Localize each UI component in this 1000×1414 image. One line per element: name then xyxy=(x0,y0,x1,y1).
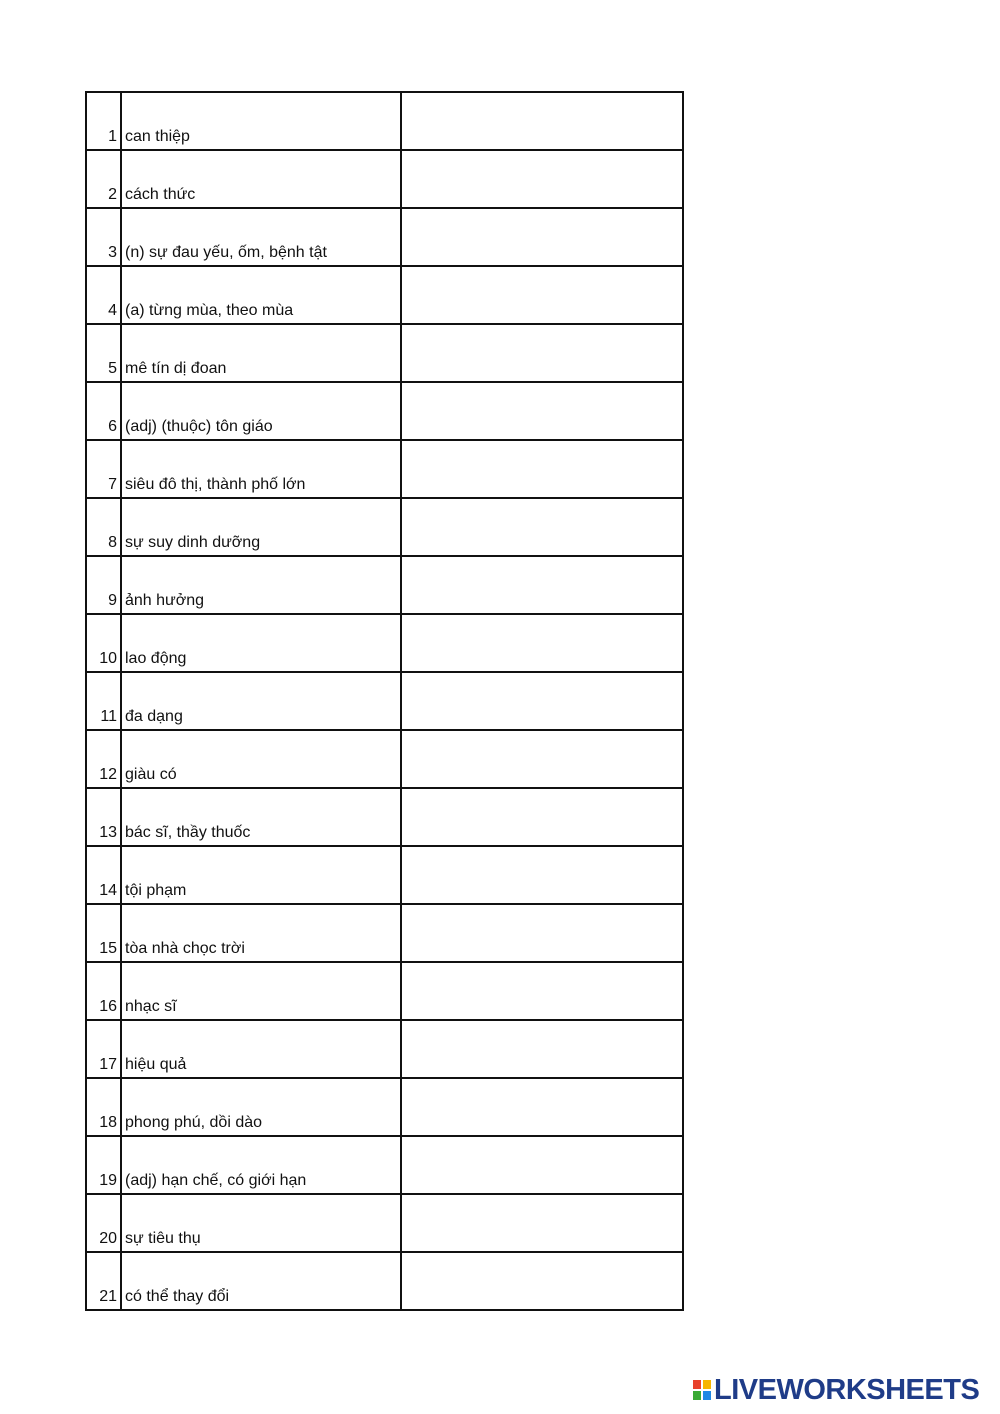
table-row xyxy=(86,788,683,846)
vocabulary-term: sự suy dinh dưỡng xyxy=(121,498,401,556)
table-row xyxy=(86,92,683,150)
table-row xyxy=(86,266,683,324)
row-number: 7 xyxy=(86,440,121,498)
liveworksheets-logo-text: LIVEWORKSHEETS xyxy=(714,1374,980,1406)
table-row xyxy=(86,382,683,440)
answer-cell[interactable] xyxy=(401,266,683,324)
answer-cell[interactable] xyxy=(401,730,683,788)
answer-cell[interactable] xyxy=(401,382,683,440)
logo-tile xyxy=(702,1379,712,1390)
row-number: 2 xyxy=(86,150,121,208)
answer-cell[interactable] xyxy=(401,788,683,846)
vocabulary-term: giàu có xyxy=(121,730,401,788)
row-number: 10 xyxy=(86,614,121,672)
vocabulary-term: (adj) (thuộc) tôn giáo xyxy=(121,382,401,440)
table-row xyxy=(86,150,683,208)
vocabulary-table-body xyxy=(86,92,683,1310)
answer-cell[interactable] xyxy=(401,672,683,730)
liveworksheets-logo-icon xyxy=(692,1379,712,1401)
vocabulary-term: phong phú, dồi dào xyxy=(121,1078,401,1136)
table-row xyxy=(86,498,683,556)
table-row xyxy=(86,962,683,1020)
vocabulary-term: hiệu quả xyxy=(121,1020,401,1078)
row-number: 6 xyxy=(86,382,121,440)
vocabulary-term: nhạc sĩ xyxy=(121,962,401,1020)
table-row xyxy=(86,614,683,672)
answer-cell[interactable] xyxy=(401,904,683,962)
vocabulary-term: đa dạng xyxy=(121,672,401,730)
answer-cell[interactable] xyxy=(401,1194,683,1252)
vocabulary-term: bác sĩ, thầy thuốc xyxy=(121,788,401,846)
answer-cell[interactable] xyxy=(401,208,683,266)
vocabulary-term: tội phạm xyxy=(121,846,401,904)
answer-cell[interactable] xyxy=(401,1252,683,1310)
table-row xyxy=(86,208,683,266)
row-number: 13 xyxy=(86,788,121,846)
row-number: 4 xyxy=(86,266,121,324)
row-number: 12 xyxy=(86,730,121,788)
table-row xyxy=(86,904,683,962)
table-row xyxy=(86,672,683,730)
row-number: 11 xyxy=(86,672,121,730)
row-number: 15 xyxy=(86,904,121,962)
table-row xyxy=(86,846,683,904)
vocabulary-term: sự tiêu thụ xyxy=(121,1194,401,1252)
answer-cell[interactable] xyxy=(401,1020,683,1078)
table-row xyxy=(86,324,683,382)
table-row xyxy=(86,1252,683,1310)
table-row xyxy=(86,556,683,614)
answer-cell[interactable] xyxy=(401,1078,683,1136)
vocabulary-term: ảnh hưởng xyxy=(121,556,401,614)
table-row xyxy=(86,440,683,498)
row-number: 5 xyxy=(86,324,121,382)
answer-cell[interactable] xyxy=(401,324,683,382)
answer-cell[interactable] xyxy=(401,92,683,150)
table-row xyxy=(86,1194,683,1252)
answer-cell[interactable] xyxy=(401,150,683,208)
table-row xyxy=(86,730,683,788)
answer-cell[interactable] xyxy=(401,962,683,1020)
logo-tile xyxy=(702,1390,712,1401)
row-number: 1 xyxy=(86,92,121,150)
vocabulary-term: mê tín dị đoan xyxy=(121,324,401,382)
row-number: 21 xyxy=(86,1252,121,1310)
row-number: 8 xyxy=(86,498,121,556)
vocabulary-term: có thể thay đổi xyxy=(121,1252,401,1310)
vocabulary-term: (n) sự đau yếu, ốm, bệnh tật xyxy=(121,208,401,266)
row-number: 9 xyxy=(86,556,121,614)
answer-cell[interactable] xyxy=(401,614,683,672)
row-number: 19 xyxy=(86,1136,121,1194)
liveworksheets-logo xyxy=(692,1376,979,1404)
answer-cell[interactable] xyxy=(401,440,683,498)
answer-cell[interactable] xyxy=(401,1136,683,1194)
table-row xyxy=(86,1078,683,1136)
vocabulary-term: siêu đô thị, thành phố lớn xyxy=(121,440,401,498)
row-number: 20 xyxy=(86,1194,121,1252)
row-number: 18 xyxy=(86,1078,121,1136)
row-number: 3 xyxy=(86,208,121,266)
row-number: 16 xyxy=(86,962,121,1020)
vocabulary-term: can thiệp xyxy=(121,92,401,150)
vocabulary-term: (a) từng mùa, theo mùa xyxy=(121,266,401,324)
answer-cell[interactable] xyxy=(401,846,683,904)
vocabulary-term: cách thức xyxy=(121,150,401,208)
table-row xyxy=(86,1020,683,1078)
answer-cell[interactable] xyxy=(401,498,683,556)
vocabulary-term: tòa nhà chọc trời xyxy=(121,904,401,962)
row-number: 14 xyxy=(86,846,121,904)
vocabulary-term: (adj) hạn chế, có giới hạn xyxy=(121,1136,401,1194)
answer-cell[interactable] xyxy=(401,556,683,614)
logo-tile xyxy=(692,1379,702,1390)
vocabulary-term: lao động xyxy=(121,614,401,672)
row-number: 17 xyxy=(86,1020,121,1078)
table-row xyxy=(86,1136,683,1194)
vocabulary-table xyxy=(85,91,684,1311)
logo-tile xyxy=(692,1390,702,1401)
